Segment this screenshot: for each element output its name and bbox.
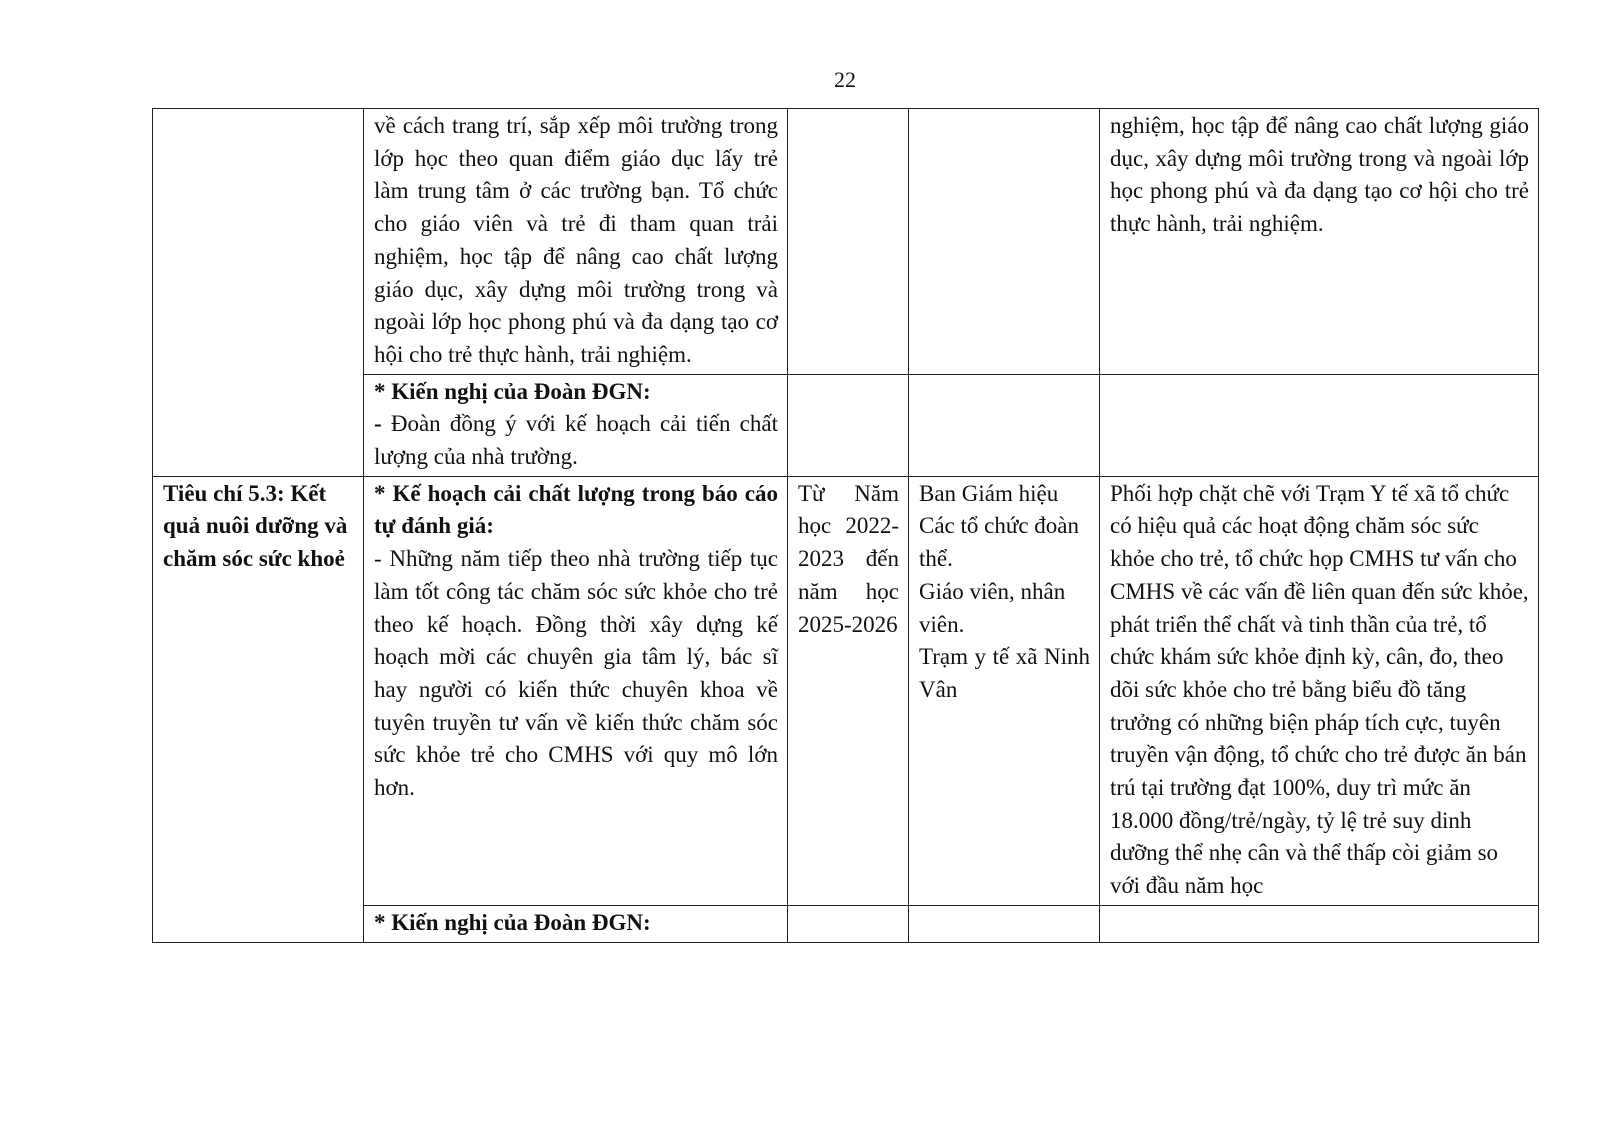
page-number: 22 [834,67,856,92]
responsible-item: Các tổ chức đoàn thể. [919,513,1079,572]
result-text: nghiệm, học tập để nâng cao chất lượng giáo dục, xây dựng môi trường trong và ngoài lớp học phong phú và đa dạng tạo cơ hội cho trẻ thực hành, trải nghiệm. [1110,113,1529,237]
plan-text: - Những năm tiếp theo nhà trường tiếp tục làm tốt công tác chăm sóc sức khỏe cho trẻ theo kế hoạch. Đồng thời xây dựng kế hoạch mời các chuyên gia tâm lý, bác sĩ hay người có kiến thức chuyên khoa về tuyên truyền tư vấn về kiến thức chăm sóc sức khỏe trẻ cho CMHS với quy mô lớn hơn. [374,546,778,801]
recommendation-heading: * Kiến nghị của Đoàn ĐGN: [374,378,651,404]
responsible-item: Giáo viên, nhân viên. [919,578,1066,637]
responsible-item: Ban Giám hiệu [919,480,1059,506]
recommendation-cell [364,905,788,942]
responsible-cell [909,109,1100,375]
responsible-cell [909,374,1100,476]
table-row-continued [153,109,1539,375]
criterion-cell-empty [153,109,364,477]
criterion-title: Tiêu chí 5.3: Kết quả nuôi dưỡng và chăm sóc sức khoẻ [163,480,348,572]
responsible-cell [909,476,1100,905]
responsible-item: Trạm y tế xã Ninh Vân [919,644,1090,702]
recommendation-text: Đoàn đồng ý với kế hoạch cải tiến chất lượng của nhà trường. [374,411,778,470]
plan-heading: * Kế hoạch cải chất lượng trong báo cáo tự đánh giá: [374,480,778,539]
result-cell [1100,374,1539,476]
recommendation-heading: * Kiến nghị của Đoàn ĐGN: [374,909,651,935]
responsible-cell [909,905,1100,942]
result-text: Phối hợp chặt chẽ với Trạm Y tế xã tổ chức có hiệu quả các hoạt động chăm sóc sức khỏe cho trẻ, tổ chức họp CMHS tư vấn cho CMHS về các vấn đề liên quan đến sức khỏe, phát triển thể chất và tinh thần của trẻ, tổ chức khám sức khỏe định kỳ, cân, đo, theo dõi sức khỏe cho trẻ bằng biểu đồ tăng trưởng có những biện pháp tích cực, tuyên truyền vận động, tổ chức cho trẻ được ăn bán trú tại trường đạt 100%, duy trì mức ăn 18.000 đồng/trẻ/ngày, tỷ lệ trẻ suy dinh dưỡng thể nhẹ cân và thể thấp còi giảm so với đầu năm học [1110,480,1529,899]
plan-cell [364,476,788,905]
criterion-cell [153,476,364,942]
result-cell [1100,905,1539,942]
table-row-criterion-5-3 [153,476,1539,905]
time-cell [788,905,909,942]
plan-text: về cách trang trí, sắp xếp môi trường trong lớp học theo quan điểm giáo dục lấy trẻ làm trung tâm ở các trường bạn. Tổ chức cho giáo viên và trẻ đi tham quan trải nghiệm, học tập để nâng cao chất lượng giáo dục, xây dựng môi trường trong và ngoài lớp học phong phú và đa dạng tạo cơ hội cho trẻ thực hành, trải nghiệm. [374,113,778,367]
result-cell [1100,476,1539,905]
plan-cell [364,109,788,375]
recommendation-cell [364,374,788,476]
result-cell [1100,109,1539,375]
recommendation-dash: - [374,411,382,437]
time-cell [788,476,909,905]
time-text: Từ Năm học 2022-2023 đến năm học 2025-2026 [798,480,899,637]
time-cell [788,109,909,375]
improvement-plan-table [152,108,1539,943]
time-cell [788,374,909,476]
